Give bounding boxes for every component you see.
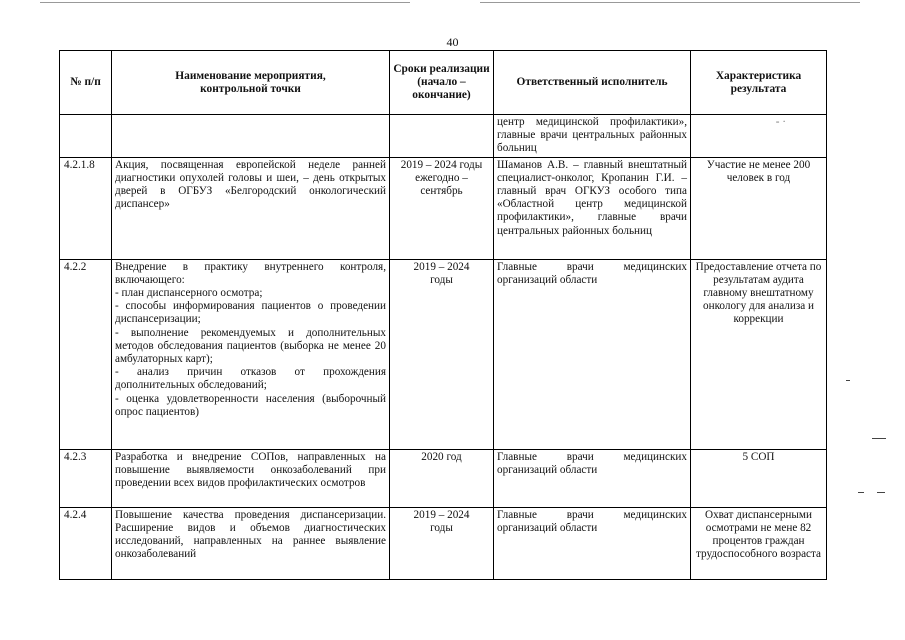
row-num: 4.2.3	[60, 449, 112, 507]
scan-artifact	[872, 438, 886, 439]
row-responsible: центр медицинской профилактики», главные врачи центральных районных больниц	[494, 115, 691, 158]
row-num: 4.2.2	[60, 259, 112, 449]
row-name	[112, 259, 390, 449]
row-name-intro: Внедрение в практику внутреннего контроля, включающего:	[115, 260, 386, 286]
table-row	[60, 115, 827, 158]
header-result: Характеристика результата	[691, 51, 827, 115]
scan-artifact	[877, 492, 885, 493]
row-term: 2019 – 2024 годы	[390, 259, 494, 449]
measures-table	[59, 50, 827, 580]
header-responsible: Ответственный исполнитель	[494, 51, 691, 115]
row-result: Охват диспансерными осмотрами не мене 82 процентов граждан трудоспособного возраста	[691, 507, 827, 579]
scan-edge-line	[480, 2, 860, 3]
list-item: - анализ причин отказов от прохождения дополнительных обследований;	[115, 366, 386, 392]
list-item: - способы информирования пациентов о проведении диспансеризации;	[115, 300, 386, 326]
row-name: Разработка и внедрение СОПов, направленных на повышение выявляемости онкозаболеваний при проведении всех видов профилактических осмотров	[112, 449, 390, 507]
row-term: 2020 год	[390, 449, 494, 507]
header-term: Сроки реализации (начало – окончание)	[390, 51, 494, 115]
header-num: № п/п	[60, 51, 112, 115]
table-row	[60, 259, 827, 449]
row-num	[60, 115, 112, 158]
row-responsible: Главные врачи медицинских организаций области	[494, 449, 691, 507]
scan-artifact	[846, 380, 850, 381]
control-items-list	[115, 287, 386, 419]
row-num: 4.2.1.8	[60, 157, 112, 259]
table-row	[60, 507, 827, 579]
row-result: Предоставление отчета по результатам аудита главному внештатному онкологу для анализа и коррекции	[691, 259, 827, 449]
row-responsible: Главные врачи медицинских организаций области	[494, 507, 691, 579]
row-term: 2019 – 2024 годы ежегодно – сентябрь	[390, 157, 494, 259]
list-item: - выполнение рекомендуемых и дополнительных методов обследования пациентов (выборка не менее 20 амбулаторных карт);	[115, 326, 386, 366]
table-row	[60, 157, 827, 259]
list-item: - план диспансерного осмотра;	[115, 287, 263, 300]
row-responsible: Главные врачи медицинских организаций области	[494, 259, 691, 449]
row-result: 5 СОП	[691, 449, 827, 507]
scan-artifact	[858, 492, 864, 493]
page-number: 40	[446, 35, 459, 49]
row-result: Участие не менее 200 человек в год	[691, 157, 827, 259]
row-term	[390, 115, 494, 158]
header-name: Наименование мероприятия, контрольной точки	[112, 51, 390, 115]
scan-edge-line	[40, 2, 410, 3]
list-item: - оценка удовлетворенности населения (выборочный опрос пациентов)	[115, 392, 386, 418]
row-name	[112, 115, 390, 158]
table-header-row	[60, 51, 827, 115]
row-name: Акция, посвященная европейской неделе ранней диагностики опухолей головы и шеи, – день открытых дверей в ОГБУЗ «Белгородский онкологический диспансер»	[112, 157, 390, 259]
row-num: 4.2.4	[60, 507, 112, 579]
row-result: - ·	[691, 115, 827, 158]
row-name: Повышение качества проведения диспансеризации. Расширение видов и объемов диагностических исследований, направленных на раннее выявление онкозаболеваний	[112, 507, 390, 579]
row-responsible: Шаманов А.В. – главный внештатный специалист-онколог, Кропанин Г.И. – главный врач ОГКУЗ особого типа «Областной центр медицинской профилактики», главные врачи центральных районных больниц	[494, 157, 691, 259]
table-row	[60, 449, 827, 507]
row-term: 2019 – 2024 годы	[390, 507, 494, 579]
